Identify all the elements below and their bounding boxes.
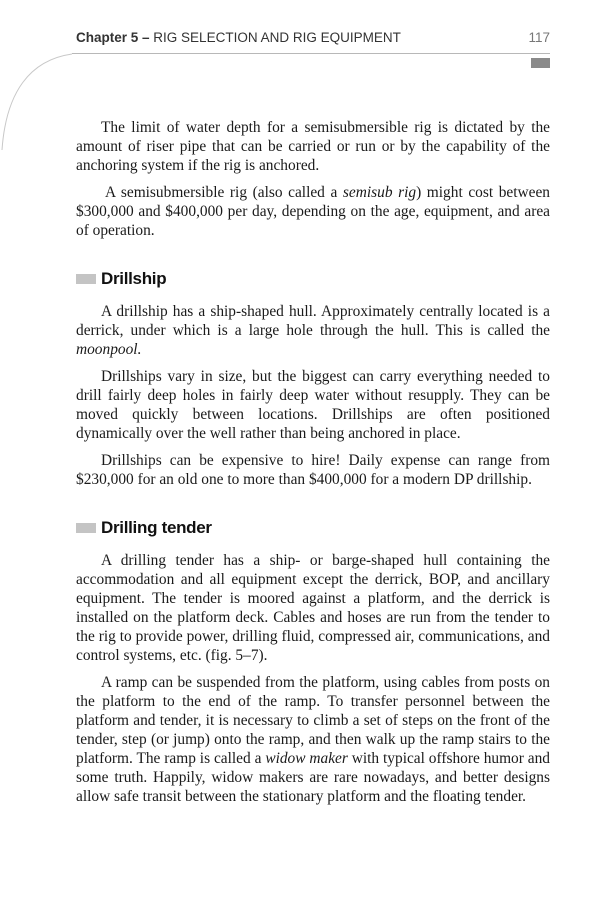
term-widow-maker: widow maker bbox=[265, 750, 348, 767]
running-header bbox=[76, 30, 550, 45]
drillship-paragraph-1: A drillship has a ship-shaped hull. Approximately centrally located is a derrick, under which is a large hole through the hull. This is called the moonpool. bbox=[76, 303, 550, 358]
heading-bar bbox=[76, 523, 96, 533]
section-heading-drilling-tender: Drilling tender bbox=[76, 518, 550, 537]
tender-paragraph-1: A drilling tender has a ship- or barge-shaped hull containing the accommodation and all equipment except the derrick, BOP, and ancillary equipment. The tender is moored against a platform, and the derrick is installed on the platform deck. Cables and hoses are run from the tender to the rig to provide power, drilling fluid, compressed air, communications, and control systems, etc. (fig. 5–7). bbox=[76, 552, 550, 664]
drillship-paragraph-3: Drillships can be expensive to hire! Daily expense can range from $230,000 for an old one to more than $400,000 for a modern DP drillship. bbox=[76, 452, 550, 488]
intro-paragraph-2: A semisubmersible rig (also called a semisub rig) might cost between $300,000 and $400,000 per day, depending on the age, equipment, and area of operation. bbox=[76, 184, 550, 239]
chapter-title: RIG SELECTION AND RIG EQUIPMENT bbox=[153, 30, 401, 45]
term-semisub-rig: semisub rig bbox=[342, 184, 417, 201]
intro-paragraph-1: The limit of water depth for a semisubmersible rig is dictated by the amount of riser pipe that can be carried or run or by the capability of the anchoring system if the rig is anchored. bbox=[76, 119, 550, 174]
header-tab-marker bbox=[531, 58, 550, 68]
heading-bar bbox=[76, 274, 96, 284]
section-heading-drillship: Drillship bbox=[76, 269, 550, 288]
tender-paragraph-2: A ramp can be suspended from the platform, using cables from posts on the platform to the end of the ramp. To transfer personnel between the platform and tender, it is necessary to climb a set of steps on the front of the tender, step (or jump) onto the ramp, and then walk up the ramp stairs to the platform. The ramp is called a widow maker with typical offshore humor and some truth. Happily, widow makers are rare nowadays, and better designs allow safe transit between the stationary platform and the floating tender. bbox=[76, 674, 550, 805]
page-number: 117 bbox=[528, 30, 550, 45]
chapter-label: Chapter 5 – bbox=[76, 30, 150, 45]
page-body bbox=[76, 118, 550, 814]
term-moonpool: moonpool. bbox=[76, 341, 142, 358]
decorative-curve bbox=[0, 52, 80, 152]
drillship-paragraph-2: Drillships vary in size, but the biggest can carry everything needed to drill fairly deep holes in fairly deep water without resupply. They can be moved quickly between locations. Drillships are often positioned dynamically over the well rather than being anchored in place. bbox=[76, 368, 550, 442]
header-rule bbox=[72, 53, 550, 54]
